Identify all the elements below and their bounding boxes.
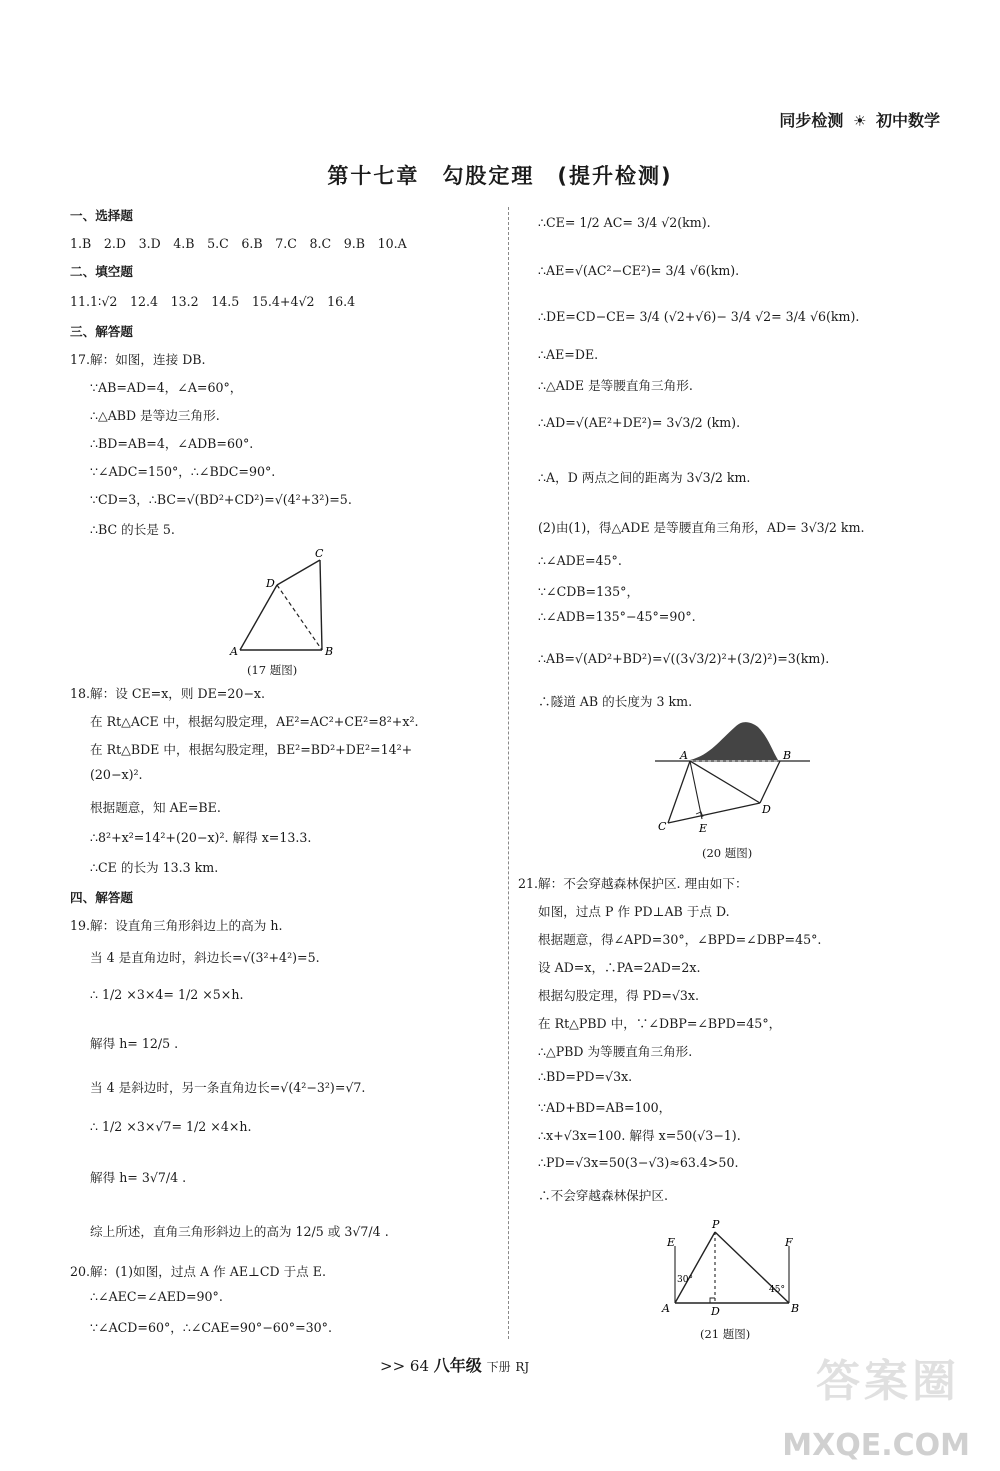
- solution-line: ∴A，D 两点之间的距离为 3√3/2 km.: [538, 470, 751, 485]
- section-heading: 一、选择题: [70, 208, 133, 223]
- solution-line: 设 AD=x，∴PA=2AD=2x.: [538, 960, 701, 975]
- solution-line: 在 Rt△ACE 中，根据勾股定理，AE²=AC²+CE²=8²+x².: [90, 714, 419, 729]
- solution-line: ∴不会穿越森林保护区.: [538, 1188, 668, 1203]
- figure-17-diagram: [225, 545, 345, 660]
- solution-line: 21.解：不会穿越森林保护区. 理由如下：: [518, 876, 748, 891]
- figure-21-caption: (21 题图): [700, 1327, 751, 1341]
- solution-line: ∵∠ADC=150°，∴∠BDC=90°.: [90, 464, 276, 479]
- solution-line: ∴△PBD 为等腰直角三角形.: [538, 1044, 693, 1059]
- angle-label: 45°: [769, 1285, 785, 1295]
- solution-line: 当 4 是直角边时，斜边长=√(3²+4²)=5.: [90, 950, 320, 965]
- solution-line: 当 4 是斜边时，另一条直角边长=√(4²−3²)=√7.: [90, 1080, 366, 1095]
- point-label: P: [712, 1218, 720, 1231]
- point-label: B: [791, 1302, 800, 1315]
- solution-line: 如图，过点 P 作 PD⊥AB 于点 D.: [538, 904, 730, 919]
- point-label: E: [667, 1236, 676, 1249]
- point-label: C: [315, 547, 324, 560]
- section-heading: 四、解答题: [70, 890, 133, 905]
- answer-line: 11.1∶√2 12.4 13.2 14.5 15.4+4√2 16.4: [70, 294, 356, 309]
- solution-line: (20−x)².: [90, 767, 143, 782]
- section-heading: 二、填空题: [70, 264, 133, 279]
- page-header: [779, 108, 940, 131]
- solution-line: 19.解：设直角三角形斜边上的高为 h.: [70, 918, 283, 933]
- footer-volume: 下册: [486, 1360, 511, 1374]
- solution-line: ∵AB=AD=4，∠A=60°，: [90, 380, 243, 395]
- footer-arrows: >>: [380, 1357, 406, 1375]
- solution-line: ∴AE=DE.: [538, 347, 599, 362]
- point-label: B: [783, 749, 792, 762]
- solution-line: 根据题意，得∠APD=30°，∠BPD=∠DBP=45°.: [538, 932, 822, 947]
- solution-line: ∴△ABD 是等边三角形.: [90, 408, 220, 423]
- solution-line: ∴BD=PD=√3x.: [538, 1069, 633, 1084]
- figure-21-diagram: [655, 1218, 805, 1318]
- solution-line: ∴BD=AB=4，∠ADB=60°.: [90, 436, 254, 451]
- solution-line: ∵CD=3，∴BC=√(BD²+CD²)=√(4²+3²)=5.: [90, 492, 352, 507]
- solution-line: ∴隧道 AB 的长度为 3 km.: [538, 694, 693, 709]
- point-label: E: [699, 822, 708, 835]
- series-name: 同步检测: [779, 111, 844, 130]
- footer-edition: RJ: [515, 1360, 530, 1374]
- solution-line: 根据题意，知 AE=BE.: [90, 800, 221, 815]
- figure-20-caption: (20 题图): [702, 846, 753, 860]
- point-label: F: [785, 1236, 793, 1249]
- point-label: C: [658, 820, 667, 833]
- figure-20: [650, 715, 815, 835]
- figure-21: [655, 1218, 805, 1318]
- solution-line: 17.解：如图，连接 DB.: [70, 352, 206, 367]
- solution-line: 根据勾股定理，得 PD=√3x.: [538, 988, 700, 1003]
- solution-line: ∵∠CDB=135°，: [538, 584, 640, 599]
- section-heading: 三、解答题: [70, 324, 133, 339]
- solution-line: ∵AD+BD=AB=100，: [538, 1100, 672, 1115]
- solution-line: (2)由(1)，得△ADE 是等腰直角三角形，AD= 3√3/2 km.: [538, 520, 865, 535]
- solution-line: ∴CE= 1/2 AC= 3/4 √2(km).: [538, 215, 711, 230]
- point-label: A: [662, 1302, 670, 1315]
- solution-line: ∴AB=√(AD²+BD²)=√((3√3/2)²+(3/2)²)=3(km).: [538, 651, 830, 666]
- watermark-logo: 答案圈: [816, 1356, 960, 1407]
- solution-line: ∴∠ADB=135°−45°=90°.: [538, 609, 696, 624]
- point-label: B: [325, 645, 334, 658]
- solution-line: ∵∠ACD=60°，∴∠CAE=90°−60°=30°.: [90, 1320, 332, 1335]
- point-label: D: [266, 577, 275, 590]
- solution-line: ∴∠ADE=45°.: [538, 553, 622, 568]
- bulb-icon: ☀: [852, 112, 867, 130]
- solution-line: ∴DE=CD−CE= 3/4 (√2+√6)− 3/4 √2= 3/4 √6(km).: [538, 309, 860, 324]
- point-label: A: [230, 645, 238, 658]
- solution-line: 在 Rt△BDE 中，根据勾股定理，BE²=BD²+DE²=14²+: [90, 742, 413, 757]
- figure-17: [225, 545, 345, 660]
- solution-line: ∴AE=√(AC²−CE²)= 3/4 √6(km).: [538, 263, 740, 278]
- solution-line: ∴∠AEC=∠AED=90°.: [90, 1289, 223, 1304]
- solution-line: 18.解：设 CE=x，则 DE=20−x.: [70, 686, 266, 701]
- answer-line: 1.B 2.D 3.D 4.B 5.C 6.B 7.C 8.C 9.B 10.A: [70, 236, 407, 251]
- solution-line: ∴x+√3x=100. 解得 x=50(√3−1).: [538, 1128, 741, 1143]
- figure-20-diagram: [650, 715, 815, 835]
- solution-line: 解得 h= 3√7/4 .: [90, 1170, 187, 1185]
- footer-grade: 八年级: [433, 1356, 482, 1375]
- page-footer: [380, 1353, 529, 1376]
- solution-line: ∴8²+x²=14²+(20−x)². 解得 x=13.3.: [90, 830, 312, 845]
- chapter-title: 第十七章 勾股定理 (提升检测): [327, 164, 673, 188]
- solution-line: ∴△ADE 是等腰直角三角形.: [538, 378, 693, 393]
- angle-label: 30°: [677, 1275, 693, 1285]
- subject-name: 初中数学: [875, 111, 940, 130]
- mountain-shape: [690, 722, 778, 760]
- point-label: D: [762, 803, 771, 816]
- figure-17-caption: (17 题图): [247, 663, 298, 677]
- solution-line: 综上所述，直角三角形斜边上的高为 12/5 或 3√7/4 .: [90, 1224, 389, 1239]
- solution-line: 在 Rt△PBD 中，∵∠DBP=∠BPD=45°，: [538, 1016, 782, 1031]
- column-divider: [508, 207, 509, 1339]
- solution-line: ∴ 1/2 ×3×4= 1/2 ×5×h.: [90, 987, 244, 1002]
- solution-line: ∴BC 的长是 5.: [90, 522, 175, 537]
- solution-line: ∴AD=√(AE²+DE²)= 3√3/2 (km).: [538, 415, 741, 430]
- point-label: D: [711, 1305, 720, 1318]
- page-number: 64: [409, 1357, 430, 1375]
- watermark: MXQE.COM: [782, 1428, 970, 1463]
- solution-line: ∴ 1/2 ×3×√7= 1/2 ×4×h.: [90, 1119, 252, 1134]
- solution-line: 20.解：(1)如图，过点 A 作 AE⊥CD 于点 E.: [70, 1264, 326, 1279]
- solution-line: 解得 h= 12/5 .: [90, 1036, 179, 1051]
- point-label: A: [680, 749, 688, 762]
- solution-line: ∴CE 的长为 13.3 km.: [90, 860, 219, 875]
- solution-line: ∴PD=√3x=50(3−√3)≈63.4>50.: [538, 1155, 739, 1170]
